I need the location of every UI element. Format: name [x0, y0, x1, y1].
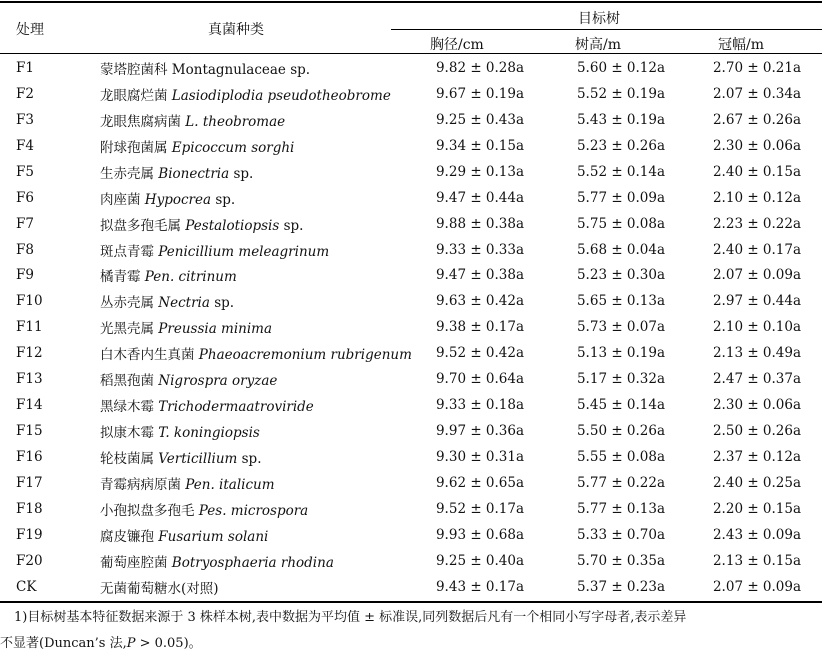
- header-fungus: 真菌种类: [208, 22, 264, 38]
- diameter-value: 9.52 ± 0.42a: [435, 345, 525, 362]
- fungus-name-latin: Nigrospra oryzae: [158, 373, 278, 390]
- fungus-name-latin: Verticillium: [158, 451, 238, 468]
- fungus-name-cn: 斑点青霉: [100, 243, 159, 260]
- diameter-value: 9.47 ± 0.38a: [435, 267, 525, 284]
- diameter-value: 9.33 ± 0.18a: [435, 397, 525, 414]
- crown-value: 2.43 ± 0.09a: [712, 526, 802, 543]
- height-value: 5.33 ± 0.70a: [576, 526, 666, 543]
- top-rule: [0, 1, 822, 3]
- treatment-id: F3: [16, 111, 34, 128]
- height-value: 5.65 ± 0.13a: [576, 293, 666, 310]
- height-value: 5.77 ± 0.09a: [576, 189, 666, 206]
- header-treatment: 处理: [16, 22, 44, 38]
- height-value: 5.60 ± 0.12a: [576, 59, 666, 76]
- table-row: [0, 185, 822, 211]
- diameter-value: 9.70 ± 0.64a: [435, 371, 525, 388]
- crown-value: 2.40 ± 0.17a: [712, 241, 802, 258]
- crown-value: 2.07 ± 0.34a: [712, 85, 802, 102]
- fungus-name: [100, 444, 410, 470]
- header-height: 树高/m: [575, 37, 621, 53]
- diameter-value: 9.67 ± 0.19a: [435, 85, 525, 102]
- fungus-name-latin: Lasiodiplodia pseudotheobrome: [171, 87, 391, 104]
- height-value: 5.23 ± 0.30a: [576, 267, 666, 284]
- treatment-id: F20: [16, 552, 43, 569]
- fungus-name: [100, 263, 410, 289]
- table-row: [0, 470, 822, 496]
- fungus-name-cn: 蒙塔腔菌科: [100, 61, 172, 78]
- fungus-name-latin: Pestalotiopsis: [185, 217, 280, 234]
- fungus-name: [100, 288, 410, 314]
- crown-value: 2.70 ± 0.21a: [712, 59, 802, 76]
- crown-value: 2.20 ± 0.15a: [712, 500, 802, 517]
- fungus-name-cn: 腐皮镰孢: [100, 528, 159, 545]
- fungus-name-cn: 白木香内生真菌: [100, 347, 199, 364]
- table-row: [0, 496, 822, 522]
- height-value: 5.23 ± 0.26a: [576, 137, 666, 154]
- footnote-line-2: [0, 631, 822, 657]
- diameter-value: 9.63 ± 0.42a: [435, 293, 525, 310]
- table-row: [0, 444, 822, 470]
- table-row: [0, 211, 822, 237]
- diameter-value: 9.62 ± 0.65a: [435, 474, 525, 491]
- fungus-name: [100, 211, 410, 237]
- table-row: [0, 237, 822, 263]
- fungus-name-latin: Phaeoacremonium rubrigenum: [198, 347, 412, 364]
- fungus-name: [100, 133, 410, 159]
- crown-value: 2.07 ± 0.09a: [712, 267, 802, 284]
- diameter-value: 9.33 ± 0.33a: [435, 241, 525, 258]
- fungus-name: [100, 470, 410, 496]
- table-row: [0, 55, 822, 81]
- footnote-p-symbol: P: [126, 636, 136, 651]
- header-diameter: 胸径/cm: [430, 37, 484, 53]
- crown-value: 2.50 ± 0.26a: [712, 423, 802, 440]
- fungus-name-latin: Pes. microspora: [198, 502, 309, 519]
- fungus-name-suffix: sp.: [279, 217, 304, 234]
- diameter-value: 9.29 ± 0.13a: [435, 163, 525, 180]
- height-value: 5.52 ± 0.14a: [576, 163, 666, 180]
- fungus-name-cn: 小孢拟盘多孢毛: [100, 502, 199, 519]
- footnote-line-2-suffix: > 0.05)。: [135, 636, 202, 651]
- crown-value: 2.13 ± 0.49a: [712, 345, 802, 362]
- table-row: [0, 366, 822, 392]
- fungus-name: [100, 185, 410, 211]
- treatment-id: F5: [16, 163, 34, 180]
- height-value: 5.13 ± 0.19a: [576, 345, 666, 362]
- fungus-name: [100, 548, 410, 574]
- treatment-id: F12: [16, 345, 43, 362]
- fungus-name-cn: 拟盘多孢毛属: [100, 217, 186, 234]
- table-row: [0, 159, 822, 185]
- diameter-value: 9.82 ± 0.28a: [435, 59, 525, 76]
- table-row: [0, 107, 822, 133]
- diameter-value: 9.30 ± 0.31a: [435, 449, 525, 466]
- treatment-id: F19: [16, 526, 43, 543]
- height-value: 5.52 ± 0.19a: [576, 85, 666, 102]
- height-value: 5.45 ± 0.14a: [576, 397, 666, 414]
- fungus-name-cn: 无菌葡萄糖水(对照): [100, 580, 219, 597]
- crown-value: 2.37 ± 0.12a: [712, 449, 802, 466]
- fungus-name-cn: 稻黑孢菌: [100, 373, 159, 390]
- fungus-name: [100, 340, 410, 366]
- header-bottom-rule: [0, 53, 822, 54]
- treatment-id: F13: [16, 371, 43, 388]
- table-row: [0, 522, 822, 548]
- crown-value: 2.07 ± 0.09a: [712, 578, 802, 595]
- height-value: 5.55 ± 0.08a: [576, 449, 666, 466]
- treatment-id: F9: [16, 267, 34, 284]
- target-tree-underline: [391, 29, 822, 30]
- treatment-id: F8: [16, 241, 34, 258]
- bottom-rule: [0, 601, 822, 603]
- fungus-name: [100, 522, 410, 548]
- table-row: [0, 314, 822, 340]
- fungus-name-latin: Fusarium solani: [158, 528, 269, 545]
- treatment-id: F10: [16, 293, 43, 310]
- diameter-value: 9.38 ± 0.17a: [435, 319, 525, 336]
- fungus-name-latin: Epicoccum sorghi: [171, 139, 295, 156]
- height-value: 5.73 ± 0.07a: [576, 319, 666, 336]
- fungus-name-cn: 附球孢菌属: [100, 139, 172, 156]
- fungus-name: [100, 159, 410, 185]
- fungus-name-cn: 橘青霉: [100, 269, 145, 286]
- crown-value: 2.67 ± 0.26a: [712, 111, 802, 128]
- treatment-id: F18: [16, 500, 43, 517]
- height-value: 5.70 ± 0.35a: [576, 552, 666, 569]
- fungus-name: [100, 55, 410, 81]
- crown-value: 2.13 ± 0.15a: [712, 552, 802, 569]
- fungus-name-latin: Pen. italicum: [185, 476, 275, 493]
- fungus-name-suffix: Montagnulaceae sp.: [171, 61, 311, 78]
- treatment-id: F6: [16, 189, 34, 206]
- data-table: [0, 55, 822, 600]
- fungus-name-cn: 丛赤壳属: [100, 295, 159, 312]
- diameter-value: 9.25 ± 0.43a: [435, 111, 525, 128]
- height-value: 5.17 ± 0.32a: [576, 371, 666, 388]
- footnote-line-2-prefix: 不显著(Duncan’s 法,: [0, 636, 127, 651]
- fungus-name-latin: Penicillium meleagrinum: [158, 243, 330, 260]
- fungus-name-cn: 青霉病病原菌: [100, 476, 186, 493]
- fungus-name-suffix: sp.: [209, 295, 235, 312]
- header-crown: 冠幅/m: [718, 37, 764, 53]
- fungus-name: [100, 107, 410, 133]
- fungus-name-cn: 肉座菌: [100, 191, 145, 208]
- treatment-id: F1: [16, 59, 34, 76]
- height-value: 5.75 ± 0.08a: [576, 215, 666, 232]
- crown-value: 2.10 ± 0.12a: [712, 189, 802, 206]
- fungus-name-latin: Trichodermaatroviride: [158, 399, 314, 416]
- fungus-name-latin: Hypocrea: [144, 191, 212, 208]
- treatment-id: F17: [16, 474, 43, 491]
- table-row: [0, 418, 822, 444]
- height-value: 5.77 ± 0.22a: [576, 474, 666, 491]
- treatment-id: F4: [16, 137, 34, 154]
- fungus-name: [100, 314, 410, 340]
- header-target-tree: 目标树: [578, 11, 620, 27]
- fungus-name: [100, 237, 410, 263]
- fungus-name-latin: Bionectria: [158, 165, 230, 182]
- fungus-name-suffix: sp.: [211, 191, 236, 208]
- fungus-name-suffix: sp.: [229, 165, 254, 182]
- crown-value: 2.47 ± 0.37a: [712, 371, 802, 388]
- crown-value: 2.30 ± 0.06a: [712, 137, 802, 154]
- diameter-value: 9.88 ± 0.38a: [435, 215, 525, 232]
- fungus-name-latin: L. theobromae: [185, 113, 286, 130]
- crown-value: 2.97 ± 0.44a: [712, 293, 802, 310]
- height-value: 5.77 ± 0.13a: [576, 500, 666, 517]
- fungus-name-latin: Botryosphaeria rhodina: [171, 554, 334, 571]
- fungus-name-cn: 光黑壳属: [100, 321, 159, 338]
- crown-value: 2.40 ± 0.15a: [712, 163, 802, 180]
- diameter-value: 9.52 ± 0.17a: [435, 500, 525, 517]
- fungus-name-cn: 黑绿木霉: [100, 399, 159, 416]
- height-value: 5.37 ± 0.23a: [576, 578, 666, 595]
- crown-value: 2.40 ± 0.25a: [712, 474, 802, 491]
- fungus-name-cn: 生赤壳属: [100, 165, 159, 182]
- table-row: [0, 548, 822, 574]
- fungus-name-suffix: sp.: [237, 451, 262, 468]
- height-value: 5.68 ± 0.04a: [576, 241, 666, 258]
- table-row: [0, 288, 822, 314]
- fungus-name-latin: Preussia minima: [158, 321, 273, 338]
- crown-value: 2.10 ± 0.10a: [712, 319, 802, 336]
- treatment-id: CK: [16, 578, 37, 595]
- table-row: [0, 340, 822, 366]
- diameter-value: 9.47 ± 0.44a: [435, 189, 525, 206]
- treatment-id: F7: [16, 215, 34, 232]
- crown-value: 2.30 ± 0.06a: [712, 397, 802, 414]
- fungus-name: [100, 81, 410, 107]
- footnote-line-1: 1)目标树基本特征数据来源于 3 株样本树,表中数据为平均值 ± 标准误,同列数据后凡有一个相同小写字母者,表示差异: [14, 610, 687, 625]
- height-value: 5.50 ± 0.26a: [576, 423, 666, 440]
- fungus-name: [100, 418, 410, 444]
- diameter-value: 9.25 ± 0.40a: [435, 552, 525, 569]
- treatment-id: F2: [16, 85, 34, 102]
- treatment-id: F14: [16, 397, 43, 414]
- table-row: [0, 574, 822, 600]
- fungus-name: [100, 496, 410, 522]
- diameter-value: 9.97 ± 0.36a: [435, 423, 525, 440]
- fungus-name-cn: 拟康木霉: [100, 425, 159, 442]
- table-row: [0, 392, 822, 418]
- diameter-value: 9.34 ± 0.15a: [435, 137, 525, 154]
- diameter-value: 9.93 ± 0.68a: [435, 526, 525, 543]
- crown-value: 2.23 ± 0.22a: [712, 215, 802, 232]
- treatment-id: F15: [16, 423, 43, 440]
- footnote: [0, 605, 822, 657]
- fungus-name: [100, 392, 410, 418]
- table-row: [0, 263, 822, 289]
- treatment-id: F16: [16, 449, 43, 466]
- table-row: [0, 133, 822, 159]
- height-value: 5.43 ± 0.19a: [576, 111, 666, 128]
- fungus-name-cn: 葡萄座腔菌: [100, 554, 172, 571]
- fungus-name-cn: 龙眼焦腐病菌: [100, 113, 186, 130]
- diameter-value: 9.43 ± 0.17a: [435, 578, 525, 595]
- treatment-id: F11: [16, 319, 43, 336]
- fungus-name-latin: Nectria: [158, 295, 210, 312]
- data-table-body: [0, 55, 822, 600]
- fungus-name-latin: T. koningiopsis: [158, 425, 260, 442]
- fungus-name: [100, 574, 410, 600]
- table-row: [0, 81, 822, 107]
- fungus-name: [100, 366, 410, 392]
- fungus-name-cn: 轮枝菌属: [100, 451, 159, 468]
- fungus-name-latin: Pen. citrinum: [144, 269, 237, 286]
- fungus-name-cn: 龙眼腐烂菌: [100, 87, 172, 104]
